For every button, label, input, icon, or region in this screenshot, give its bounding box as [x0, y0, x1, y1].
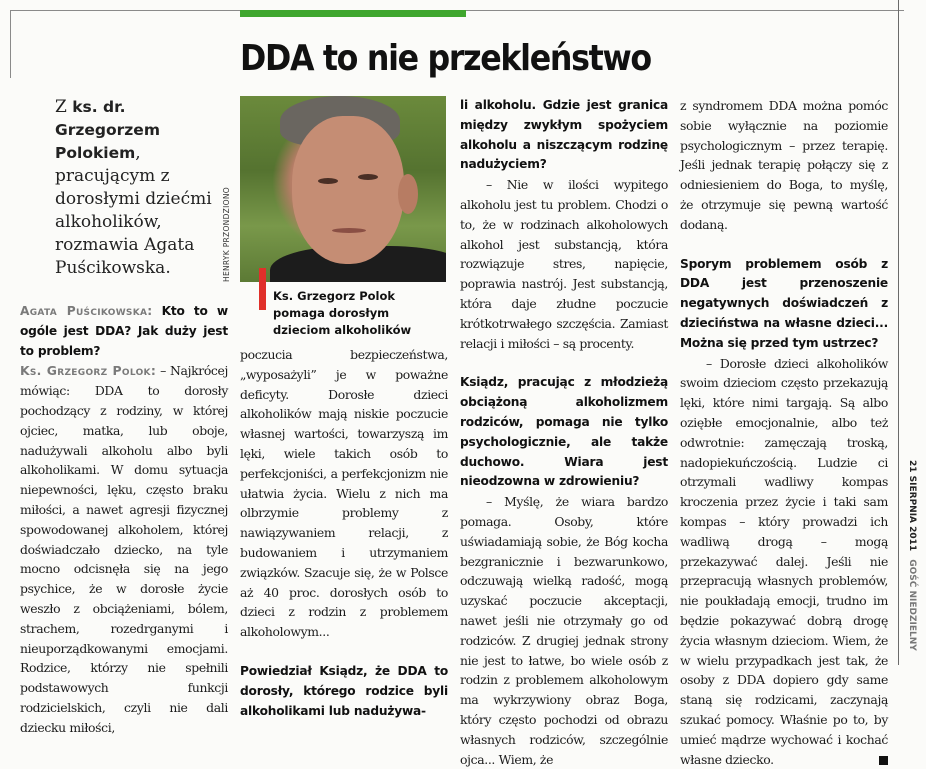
page-footer-vertical [903, 460, 919, 660]
photo-credit: HENRYK PRZONDZIONO [222, 187, 231, 282]
portrait-photo [240, 96, 446, 282]
photo-face [292, 116, 404, 264]
text-column-4 [680, 96, 888, 769]
photo-eye [358, 174, 378, 180]
magazine-name: GOŚĆ NIEDZIELNY [907, 559, 917, 651]
photo-eye [318, 178, 338, 184]
question-1: Agata Puścikowska: Kto to w ogóle jest DDA? Jak duży jest to problem? [20, 304, 228, 358]
speaker-interviewee: Ks. Grzegorz Polok: [20, 363, 157, 379]
question-3: Ksiądz, pracując z młodzieżą obciążoną alkoholizmem rodziców, pomaga nie tylko psychologicznie, ale także duchowo. Wiara jest nieodzowna w zdrowieniu? [460, 375, 668, 489]
answer-4: – Dorosłe dzieci alkoholików swoim dzieciom często przekazują lęki, które nimi targają. Są albo oziębłe emocjonalnie, albo też odwrotnie: zamęczają troską, nadopiekuńczością. Ludzie ci otrzymali wadliwy kompas kroczenia przez życie i taki sam kompas – który prowadzi ich wadliwą drogą – mogą przekazywać dalej. Jeśli nie przepracują własnych problemów, nie poukładają emocji, trudno im będzie pokazywać dobrą drogę życia własnym dzieciom. Wiem, że w wielu przypadkach jest tak, że osoby z DDA dopiero gdy same staną się rodzicami, zaczynają szukać pomocy. Właśnie po to, by umieć mądrze wychować i kochać własne dziecko. [680, 355, 888, 767]
answer-1: Ks. Grzegorz Polok: – Najkrócej mówiąc: DDA to dorosły pochodzący z rodziny, w której ojciec, matka, lub oboje, nadużywali alkoholu albo byli alkoholikami. W domu sytuacja niepewności, lęku, często braku miłości, a nawet agresji fizycznej spowodowanej alkoholem, której doświadczało dziecko, na tyle mocno odcisnęła się na jego psychice, że w dorosłe życie weszło z obciążeniami, bólem, strachem, rozedrganymi i nieuporządkowanymi emocjami. Rodzice, którzy nie spełnili podstawowych funkcji rodzicielskich, czyli nie dali dziecku miłości, [20, 363, 228, 735]
answer-2: – Nie w ilości wypitego alkoholu jest tu problem. Chodzi o to, że w rodzinach alkoholowych alkohol jest substancją, która rozwiązuje stres, napięcie, poprawia nastrój. Jest substancją, która daje złudne poczucie krótkotrwałego szczęścia. Zamiast relacji i miłości – są procenty. [460, 177, 668, 351]
text-column-3 [460, 96, 668, 769]
issue-date: 21 SIERPNIA 2011 [907, 460, 917, 552]
question-2: Powiedział Ksiądz, że DDA to dorosły, którego rodzice byli alkoholikami lub nadużywa- [240, 663, 448, 718]
intro-rest: , pracującym z dorosłymi dziećmi alkoholików, rozmawia Agata Puścikowska. [55, 143, 212, 278]
photo-caption: Ks. Grzegorz Polok pomaga dorosłym dzieciom alkoholików [273, 289, 412, 337]
photo-ear [398, 174, 418, 214]
speaker-interviewer: Agata Puścikowska: [20, 304, 153, 318]
question-2-continued: li alkoholu. Gdzie jest granica między zwykłym spożyciem alkoholu a niszczącym rodzinę nadużyciem? [460, 98, 668, 172]
page-gutter-rule [898, 0, 899, 665]
answer-3-continued: z syndromem DDA można pomóc sobie wyłącznie na poziomie psychologicznym – przez terapię. Jeśli jednak terapię połączy się z odniesieniem do Boga, to myślę, że otrzymuje się pewną wartość dodaną. [680, 98, 888, 232]
text-column-1 [20, 302, 228, 738]
caption-accent-bar [259, 268, 266, 310]
article-intro [55, 96, 235, 280]
intro-prefix: Z [55, 97, 73, 117]
answer-1-continued: poczucia bezpieczeństwa, „wyposażyli” je w poważne deficyty. Dorosłe dzieci alkoholików mają niskie poczucie własnej wartości, towarzyszą im lęki, wiele takich osób to perfekcjoniści, a perfekcjonizm nie ułatwia życia. Wielu z nich ma olbrzymie problemy z nawiązywaniem relacji, z budowaniem i utrzymaniem związków. Szacuje się, że w Polsce aż 40 proc. dorosłych osób to dzieci z rodzin z problemem alkoholowym... [240, 347, 448, 640]
question-4: Sporym problemem osób z DDA jest przenoszenie negatywnych doświadczeń z dzieciństwa na własne dzieci... Można się przed tym ustrzec? [680, 256, 888, 350]
photo-mouth [332, 228, 366, 233]
end-of-article-mark [879, 756, 888, 765]
article-title: DDA to nie przekleństwo [240, 38, 651, 79]
answer-3: – Myślę, że wiara bardzo pomaga. Osoby, które uświadamiają sobie, że Bóg kocha bezgranicznie i bezwarunkowo, odczuwają wielką radość, mogą uzyskać poczucie akceptacji, nawet jeśli nie otrzymały go od rodziców. Z drugiej jednak strony nie jest to łatwe, bo wiele osób z rodzin z problemem alkoholowym ma wykrzywiony obraz Boga, który często pochodzi od obrazu własnych rodziców, szczególnie ojca... Wiem, że [460, 494, 668, 767]
intro-interviewee: ks. dr. Grzegorzem Polokiem [55, 98, 160, 162]
page-left-rule [10, 10, 11, 78]
section-accent-bar [240, 10, 466, 17]
